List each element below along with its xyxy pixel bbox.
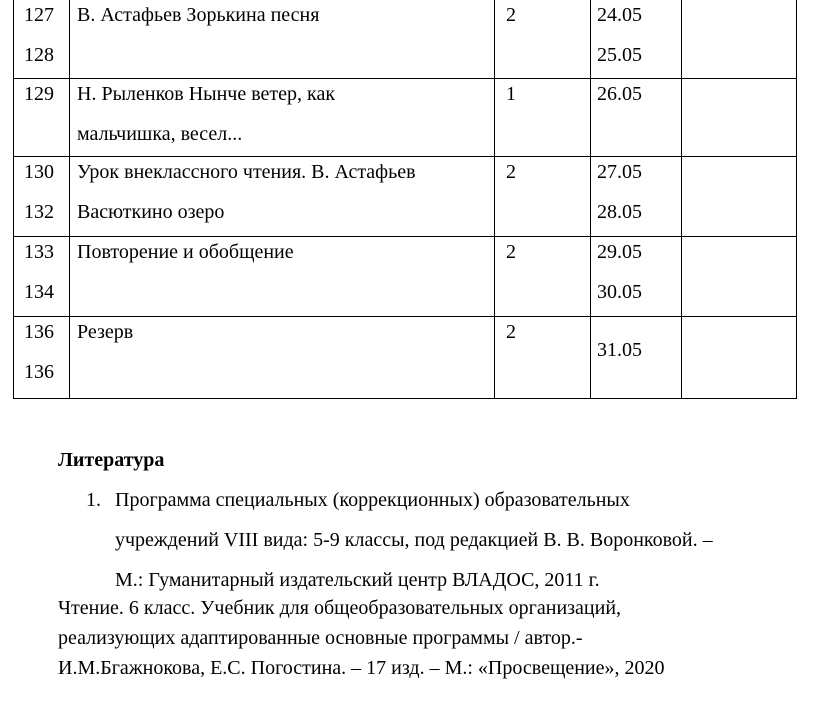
lesson-number-cell	[14, 78, 70, 156]
lesson-hours: 2	[506, 240, 516, 263]
lesson-title-cell	[70, 316, 495, 398]
lesson-title-cell	[70, 156, 495, 236]
reference-line: реализующих адаптированные основные программы / автор.-	[58, 627, 583, 649]
table-row	[14, 156, 797, 236]
lesson-number: 130	[24, 160, 54, 183]
table-row	[14, 316, 797, 398]
lesson-hours: 2	[506, 4, 516, 26]
lesson-number: 133	[24, 240, 54, 263]
textbook-reference	[58, 593, 808, 683]
lesson-number: 136	[24, 320, 54, 343]
lesson-number: 128	[24, 44, 54, 66]
lesson-note-cell	[682, 0, 797, 78]
lesson-title: Васюткино озеро	[77, 200, 225, 223]
lesson-number: 132	[24, 200, 54, 223]
literature-list	[86, 480, 806, 600]
list-item-line: М.: Гуманитарный издательский центр ВЛАДОС, 2011 г.	[115, 569, 600, 591]
lesson-title: Урок внеклассного чтения. В. Астафьев	[77, 160, 416, 183]
lesson-number: 134	[24, 280, 54, 303]
lesson-hours: 2	[506, 160, 516, 183]
lesson-date: 30.05	[597, 280, 642, 303]
lesson-hours-cell	[495, 0, 591, 78]
lesson-hours-cell	[495, 236, 591, 316]
lesson-date-cell	[591, 236, 682, 316]
lesson-date: 31.05	[597, 338, 642, 361]
lesson-date-cell	[591, 0, 682, 78]
lesson-date: 29.05	[597, 240, 642, 263]
lesson-title-cell	[70, 78, 495, 156]
lesson-note-cell	[682, 156, 797, 236]
lesson-date: 25.05	[597, 44, 642, 66]
lesson-title: Н. Рыленков Нынче ветер, как	[77, 82, 336, 105]
lesson-date-cell	[591, 78, 682, 156]
lesson-number-cell	[14, 156, 70, 236]
lesson-date: 24.05	[597, 4, 642, 26]
lesson-date: 28.05	[597, 200, 642, 223]
lesson-number-cell	[14, 0, 70, 78]
lesson-note-cell	[682, 78, 797, 156]
lesson-number-cell	[14, 316, 70, 398]
lesson-title-cell	[70, 0, 495, 78]
literature-heading: Литература	[58, 449, 165, 471]
list-item-marker: 1.	[86, 489, 101, 511]
lesson-hours: 2	[506, 320, 516, 343]
lesson-title-cell	[70, 236, 495, 316]
lesson-date: 26.05	[597, 82, 642, 105]
lesson-hours-cell	[495, 78, 591, 156]
list-item-line: учреждений VIII вида: 5-9 классы, под редакцией В. В. Воронковой. –	[115, 529, 713, 551]
lesson-note-cell	[682, 316, 797, 398]
lesson-number-cell	[14, 236, 70, 316]
list-item-line: Программа специальных (коррекционных) образовательных	[115, 489, 630, 511]
lesson-hours-cell	[495, 316, 591, 398]
lesson-date-cell	[591, 316, 682, 398]
table-row	[14, 0, 797, 78]
reference-line: Чтение. 6 класс. Учебник для общеобразовательных организаций,	[58, 597, 622, 619]
lesson-number: 136	[24, 360, 54, 383]
lessons-table	[13, 0, 797, 399]
lesson-hours: 1	[506, 82, 516, 105]
lesson-title: Резерв	[77, 320, 134, 343]
lesson-date-cell	[591, 156, 682, 236]
list-item	[86, 480, 806, 600]
table-row	[14, 236, 797, 316]
lesson-title: мальчишка, весел...	[77, 122, 243, 145]
lesson-hours-cell	[495, 156, 591, 236]
lesson-date: 27.05	[597, 160, 642, 183]
lesson-number: 129	[24, 82, 54, 105]
lesson-title: В. Астафьев Зорькина песня	[77, 4, 320, 26]
lesson-title: Повторение и обобщение	[77, 240, 294, 263]
table-row	[14, 78, 797, 156]
reference-line: И.М.Бгажнокова, Е.С. Погостина. – 17 изд. – М.: «Просвещение», 2020	[58, 657, 665, 679]
lesson-note-cell	[682, 236, 797, 316]
lesson-number: 127	[24, 4, 54, 26]
